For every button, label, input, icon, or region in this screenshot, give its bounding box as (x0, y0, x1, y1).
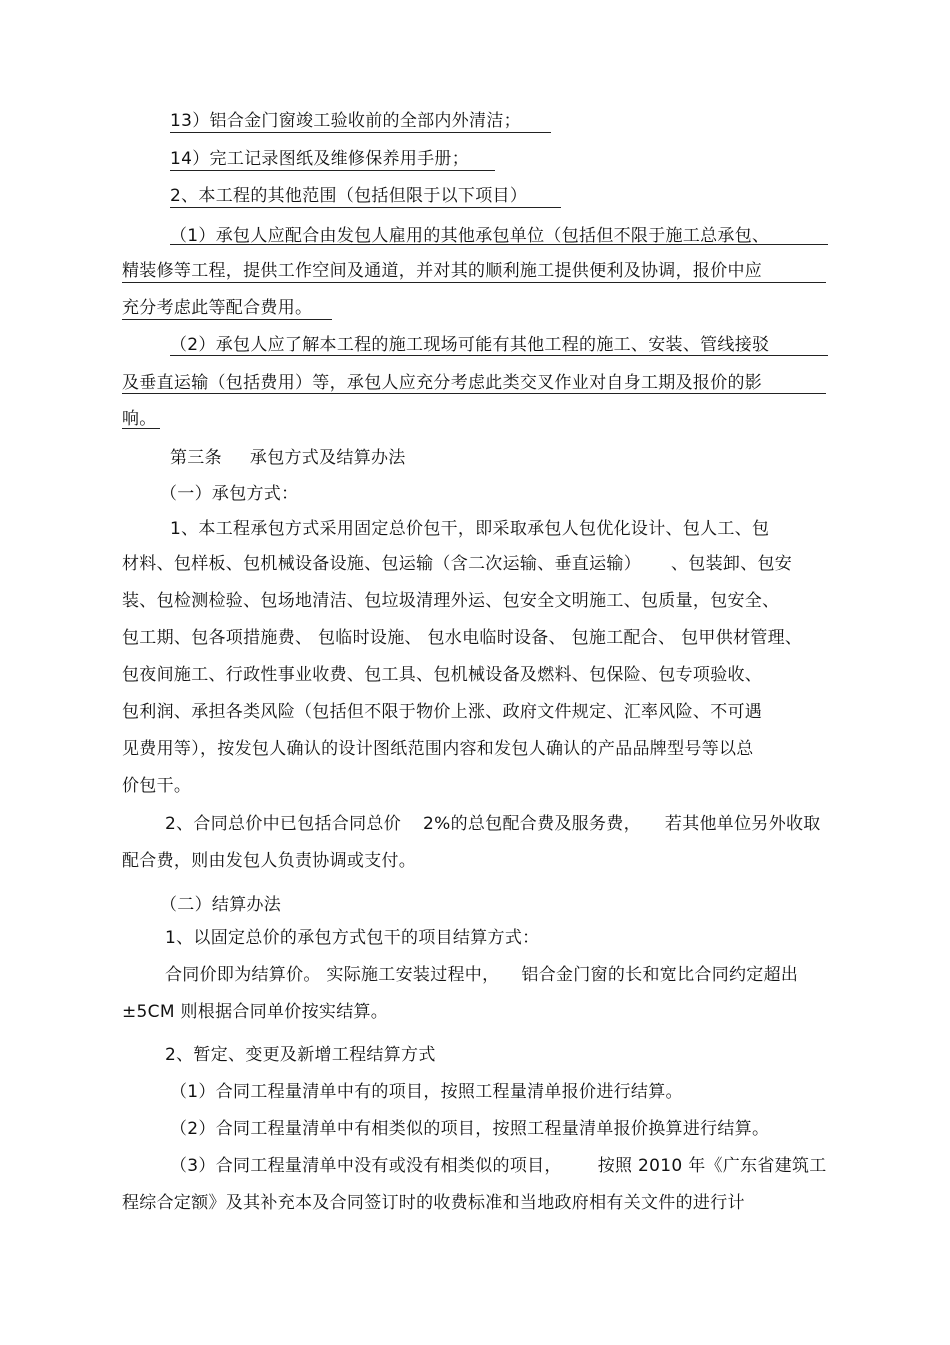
text-line: （1）合同工程量清单中有的项目，按照工程量清单报价进行结算。 (170, 1082, 683, 1102)
text-line: （2）合同工程量清单中有相类似的项目，按照工程量清单报价换算进行结算。 (170, 1119, 770, 1139)
underline (170, 170, 495, 171)
text-line: 1、以固定总价的承包方式包干的项目结算方式： (165, 928, 540, 948)
text-line: 程综合定额》及其补充本及合同签订时的收费标准和当地政府相有关文件的进行计 (122, 1193, 745, 1213)
underline (122, 282, 826, 283)
section-heading: （一）承包方式： (160, 484, 299, 504)
text-line: （1）承包人应配合由发包人雇用的其他承包单位（包括但不限于施工总承包、 (170, 226, 770, 246)
text-line: 价包干。 (122, 776, 192, 796)
text-line: 1、本工程承包方式采用固定总价包干，即采取承包人包优化设计、包人工、包 (170, 519, 770, 539)
text-line: 合同价即为结算价。 实际施工安装过程中， 铝合金门窗的长和宽比合同约定超出 (165, 965, 799, 985)
text-line: 2、暂定、变更及新增工程结算方式 (165, 1045, 436, 1065)
underline (170, 355, 828, 356)
underline (170, 207, 561, 208)
underline (122, 393, 826, 394)
text-line: 14）完工记录图纸及维修保养用手册； (170, 149, 470, 169)
text-line: 及垂直运输（包括费用）等，承包人应充分考虑此类交叉作业对自身工期及报价的影 (122, 373, 763, 393)
underline (122, 319, 332, 320)
text-line: 包夜间施工、行政性事业收费、包工具、包机械设备及燃料、包保险、包专项验收、 (122, 665, 763, 685)
text-line: 响。 (122, 409, 157, 429)
text-line: 包利润、承担各类风险（包括但不限于物价上涨、政府文件规定、汇率风险、不可遇 (122, 702, 763, 722)
section-heading: （二）结算办法 (160, 895, 282, 915)
article-heading: 第三条 承包方式及结算办法 (170, 448, 406, 468)
text-line: 13）铝合金门窗竣工验收前的全部内外清洁； (170, 111, 521, 131)
text-line: （3）合同工程量清单中没有或没有相类似的项目， 按照 2010 年《广东省建筑工 (170, 1156, 827, 1176)
text-line: 2、本工程的其他范围（包括但限于以下项目） (170, 186, 528, 206)
text-line: 精装修等工程，提供工作空间及通道，并对其的顺利施工提供便利及协调，报价中应 (122, 261, 763, 281)
text-line: 见费用等），按发包人确认的设计图纸范围内容和发包人确认的产品品牌型号等以总 (122, 739, 754, 759)
underline (122, 428, 160, 429)
underline (170, 132, 551, 133)
underline (170, 244, 828, 245)
text-line: 充分考虑此等配合费用。 (122, 298, 313, 318)
text-line: ±5CM 则根据合同单价按实结算。 (122, 1002, 389, 1022)
text-line: 2、合同总价中已包括合同总价 2%的总包配合费及服务费， 若其他单位另外收取 (165, 814, 821, 834)
text-line: 配合费，则由发包人负责协调或支付。 (122, 851, 417, 871)
text-line: （2）承包人应了解本工程的施工现场可能有其他工程的施工、安装、管线接驳 (170, 335, 770, 355)
text-line: 装、包检测检验、包场地清洁、包垃圾清理外运、包安全文明施工、包质量，包安全、 (122, 591, 780, 611)
text-line: 材料、包样板、包机械设备设施、包运输（含二次运输、垂直运输） 、包装卸、包安 (122, 554, 793, 574)
text-line: 包工期、包各项措施费、 包临时设施、 包水电临时设备、 包施工配合、 包甲供材管理、 (122, 628, 803, 648)
